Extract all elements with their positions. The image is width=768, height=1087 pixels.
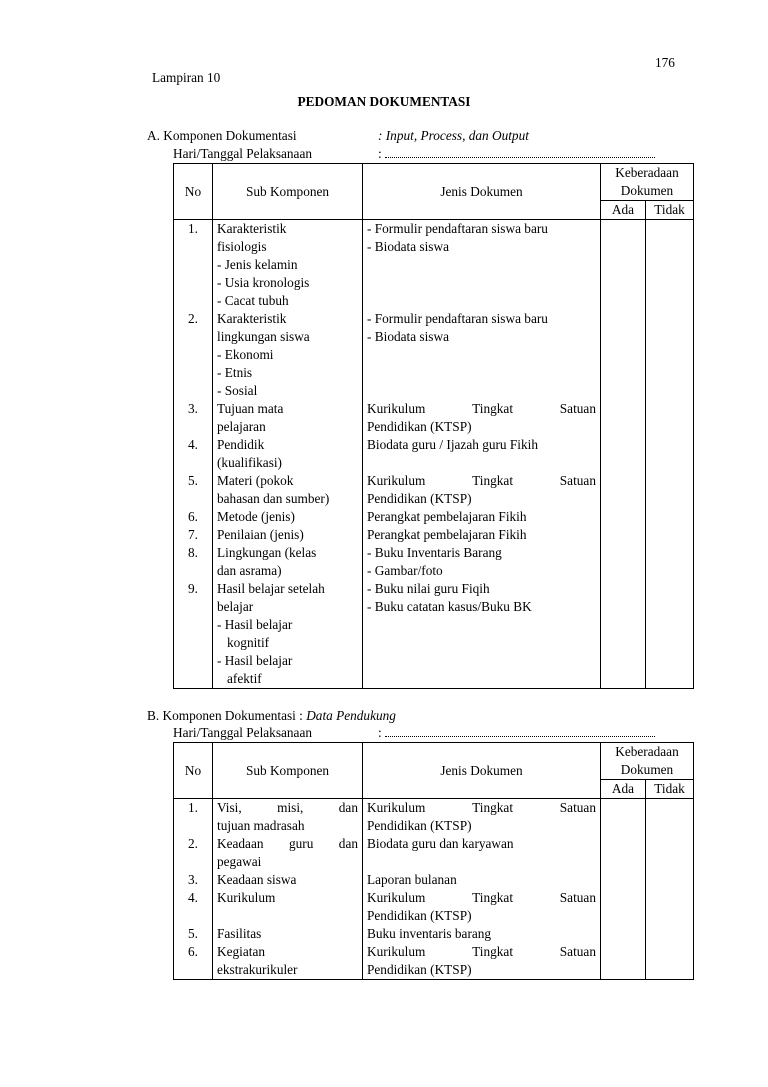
cell-no: 6. bbox=[174, 508, 213, 526]
cell-sub-komponen bbox=[213, 472, 363, 508]
cell-jenis-dokumen bbox=[363, 889, 601, 925]
cell-sub-komponen bbox=[213, 925, 363, 943]
table-row bbox=[174, 871, 694, 889]
sub-komponen-line: - Usia kronologis bbox=[217, 275, 310, 290]
jenis-dokumen-line: Pendidikan (KTSP) bbox=[367, 419, 472, 434]
table-row bbox=[174, 799, 694, 836]
header-jenis-dokumen: Jenis Dokumen bbox=[363, 164, 601, 220]
cell-sub-komponen bbox=[213, 310, 363, 400]
cell-tidak-checkbox[interactable] bbox=[646, 925, 694, 943]
jenis-dokumen-line: - Biodata siswa bbox=[367, 239, 449, 254]
cell-sub-komponen bbox=[213, 400, 363, 436]
jenis-dokumen-line: - Buku catatan kasus/Buku BK bbox=[367, 599, 532, 614]
jenis-dokumen-line: Biodata guru / Ijazah guru Fikih bbox=[367, 437, 538, 452]
cell-no: 2. bbox=[174, 835, 213, 871]
cell-tidak-checkbox[interactable] bbox=[646, 436, 694, 472]
header-tidak: Tidak bbox=[646, 201, 694, 220]
lampiran-label: Lampiran 10 bbox=[152, 70, 221, 85]
cell-no: 5. bbox=[174, 472, 213, 508]
cell-sub-komponen bbox=[213, 508, 363, 526]
jenis-dokumen-line: Kurikulum Tingkat Satuan bbox=[367, 944, 596, 959]
table-row bbox=[174, 472, 694, 508]
table-row bbox=[174, 925, 694, 943]
cell-jenis-dokumen bbox=[363, 310, 601, 400]
cell-ada-checkbox[interactable] bbox=[601, 799, 646, 836]
cell-no: 4. bbox=[174, 889, 213, 925]
sub-komponen-line: Pendidik bbox=[217, 437, 265, 452]
sub-komponen-line: Karakteristik bbox=[217, 311, 287, 326]
jenis-dokumen-line: - Gambar/foto bbox=[367, 563, 443, 578]
sub-komponen-line: bahasan dan sumber) bbox=[217, 491, 330, 506]
cell-jenis-dokumen bbox=[363, 871, 601, 889]
header-sub-komponen: Sub Komponen bbox=[213, 164, 363, 220]
cell-ada-checkbox[interactable] bbox=[601, 220, 646, 311]
cell-no: 4. bbox=[174, 436, 213, 472]
header-sub-komponen: Sub Komponen bbox=[213, 743, 363, 799]
cell-jenis-dokumen bbox=[363, 943, 601, 980]
table-row bbox=[174, 436, 694, 472]
cell-no: 6. bbox=[174, 943, 213, 980]
page-title: PEDOMAN DOKUMENTASI bbox=[297, 94, 471, 109]
sub-komponen-line: belajar bbox=[217, 599, 254, 614]
header-no: No bbox=[174, 164, 213, 220]
jenis-dokumen-line: Kurikulum Tingkat Satuan bbox=[367, 473, 596, 488]
sub-komponen-line: kognitif bbox=[227, 635, 270, 650]
cell-no: 1. bbox=[174, 799, 213, 836]
jenis-dokumen-line: Kurikulum Tingkat Satuan bbox=[367, 890, 596, 905]
cell-ada-checkbox[interactable] bbox=[601, 436, 646, 472]
sub-komponen-line: Visi, misi, dan bbox=[217, 800, 358, 815]
sub-komponen-line: Kurikulum bbox=[217, 890, 276, 905]
table-row bbox=[174, 310, 694, 400]
table-row bbox=[174, 943, 694, 980]
cell-sub-komponen bbox=[213, 943, 363, 980]
cell-sub-komponen bbox=[213, 799, 363, 836]
sub-komponen-line: Karakteristik bbox=[217, 221, 287, 236]
cell-ada-checkbox[interactable] bbox=[601, 508, 646, 526]
section-b-date-label: Hari/Tanggal Pelaksanaan bbox=[173, 725, 313, 740]
table-row bbox=[174, 889, 694, 925]
cell-tidak-checkbox[interactable] bbox=[646, 220, 694, 311]
jenis-dokumen-line: Pendidikan (KTSP) bbox=[367, 908, 472, 923]
jenis-dokumen-line: Perangkat pembelajaran Fikih bbox=[367, 509, 527, 524]
cell-sub-komponen bbox=[213, 436, 363, 472]
cell-ada-checkbox[interactable] bbox=[601, 580, 646, 689]
section-a-date-label: Hari/Tanggal Pelaksanaan bbox=[173, 146, 313, 161]
jenis-dokumen-line: - Formulir pendaftaran siswa baru bbox=[367, 311, 548, 326]
cell-tidak-checkbox[interactable] bbox=[646, 310, 694, 400]
sub-komponen-line: - Etnis bbox=[217, 365, 253, 380]
cell-ada-checkbox[interactable] bbox=[601, 400, 646, 436]
jenis-dokumen-line: Perangkat pembelajaran Fikih bbox=[367, 527, 527, 542]
table-a bbox=[173, 163, 694, 689]
sub-komponen-line: Tujuan mata bbox=[217, 401, 284, 416]
cell-sub-komponen bbox=[213, 871, 363, 889]
cell-jenis-dokumen bbox=[363, 400, 601, 436]
jenis-dokumen-line: Pendidikan (KTSP) bbox=[367, 962, 472, 977]
table-row bbox=[174, 580, 694, 689]
cell-tidak-checkbox[interactable] bbox=[646, 943, 694, 980]
jenis-dokumen-line: Kurikulum Tingkat Satuan bbox=[367, 401, 596, 416]
header-keberadaan: Keberadaan Dokumen bbox=[601, 743, 694, 780]
cell-jenis-dokumen bbox=[363, 526, 601, 544]
sub-komponen-line: dan asrama) bbox=[217, 563, 282, 578]
cell-jenis-dokumen bbox=[363, 580, 601, 689]
header-tidak: Tidak bbox=[646, 780, 694, 799]
header-jenis-dokumen: Jenis Dokumen bbox=[363, 743, 601, 799]
jenis-dokumen-line: Pendidikan (KTSP) bbox=[367, 491, 472, 506]
sub-komponen-line: Kegiatan bbox=[217, 944, 265, 959]
section-a-value: : Input, Process, dan Output bbox=[378, 128, 529, 143]
cell-jenis-dokumen bbox=[363, 508, 601, 526]
sub-komponen-line: tujuan madrasah bbox=[217, 818, 305, 833]
cell-ada-checkbox[interactable] bbox=[601, 871, 646, 889]
jenis-dokumen-line: - Formulir pendaftaran siswa baru bbox=[367, 221, 548, 236]
header-ada: Ada bbox=[601, 780, 646, 799]
table-b bbox=[173, 742, 694, 980]
cell-no: 1. bbox=[174, 220, 213, 311]
section-a-date-field: : bbox=[378, 145, 655, 163]
cell-ada-checkbox[interactable] bbox=[601, 544, 646, 580]
cell-tidak-checkbox[interactable] bbox=[646, 526, 694, 544]
sub-komponen-line: lingkungan siswa bbox=[217, 329, 310, 344]
section-b-date-field: : bbox=[378, 724, 655, 742]
sub-komponen-line: Keadaan siswa bbox=[217, 872, 297, 887]
cell-tidak-checkbox[interactable] bbox=[646, 472, 694, 508]
cell-jenis-dokumen bbox=[363, 472, 601, 508]
cell-tidak-checkbox[interactable] bbox=[646, 544, 694, 580]
sub-komponen-line: pegawai bbox=[217, 854, 262, 869]
cell-no: 7. bbox=[174, 526, 213, 544]
cell-ada-checkbox[interactable] bbox=[601, 943, 646, 980]
cell-tidak-checkbox[interactable] bbox=[646, 799, 694, 836]
cell-sub-komponen bbox=[213, 889, 363, 925]
sub-komponen-line: afektif bbox=[227, 671, 262, 686]
table-row bbox=[174, 526, 694, 544]
section-b-label: B. Komponen Dokumentasi : Data Pendukung bbox=[147, 708, 396, 723]
jenis-dokumen-line: Laporan bulanan bbox=[367, 872, 457, 887]
cell-tidak-checkbox[interactable] bbox=[646, 889, 694, 925]
sub-komponen-line: Keadaan guru dan bbox=[217, 836, 358, 851]
cell-no: 9. bbox=[174, 580, 213, 689]
sub-komponen-line: Materi (pokok bbox=[217, 473, 294, 488]
cell-ada-checkbox[interactable] bbox=[601, 310, 646, 400]
jenis-dokumen-line: Biodata guru dan karyawan bbox=[367, 836, 514, 851]
cell-tidak-checkbox[interactable] bbox=[646, 835, 694, 871]
cell-jenis-dokumen bbox=[363, 220, 601, 311]
jenis-dokumen-line: Pendidikan (KTSP) bbox=[367, 818, 472, 833]
section-a-label: A. Komponen Dokumentasi bbox=[147, 128, 297, 143]
sub-komponen-line: (kualifikasi) bbox=[217, 455, 282, 470]
cell-ada-checkbox[interactable] bbox=[601, 925, 646, 943]
jenis-dokumen-line: - Buku nilai guru Fiqih bbox=[367, 581, 490, 596]
cell-sub-komponen bbox=[213, 544, 363, 580]
sub-komponen-line: Hasil belajar setelah bbox=[217, 581, 325, 596]
cell-ada-checkbox[interactable] bbox=[601, 526, 646, 544]
cell-no: 2. bbox=[174, 310, 213, 400]
cell-no: 8. bbox=[174, 544, 213, 580]
header-keberadaan: Keberadaan Dokumen bbox=[601, 164, 694, 201]
header-no: No bbox=[174, 743, 213, 799]
cell-no: 3. bbox=[174, 871, 213, 889]
sub-komponen-line: fisiologis bbox=[217, 239, 267, 254]
jenis-dokumen-line: - Biodata siswa bbox=[367, 329, 449, 344]
sub-komponen-line: pelajaran bbox=[217, 419, 266, 434]
cell-jenis-dokumen bbox=[363, 436, 601, 472]
table-row bbox=[174, 400, 694, 436]
table-row bbox=[174, 220, 694, 311]
jenis-dokumen-line: Buku inventaris barang bbox=[367, 926, 492, 941]
cell-jenis-dokumen bbox=[363, 835, 601, 871]
cell-sub-komponen bbox=[213, 835, 363, 871]
sub-komponen-line: - Sosial bbox=[217, 383, 258, 398]
sub-komponen-line: - Cacat tubuh bbox=[217, 293, 289, 308]
jenis-dokumen-line: - Buku Inventaris Barang bbox=[367, 545, 502, 560]
sub-komponen-line: Metode (jenis) bbox=[217, 509, 295, 524]
cell-no: 3. bbox=[174, 400, 213, 436]
sub-komponen-line: - Hasil belajar bbox=[217, 617, 293, 632]
table-row bbox=[174, 544, 694, 580]
sub-komponen-line: - Jenis kelamin bbox=[217, 257, 298, 272]
cell-tidak-checkbox[interactable] bbox=[646, 508, 694, 526]
sub-komponen-line: Fasilitas bbox=[217, 926, 262, 941]
cell-tidak-checkbox[interactable] bbox=[646, 400, 694, 436]
cell-no: 5. bbox=[174, 925, 213, 943]
sub-komponen-line: - Hasil belajar bbox=[217, 653, 293, 668]
page-number: 176 bbox=[655, 55, 675, 70]
cell-jenis-dokumen bbox=[363, 925, 601, 943]
cell-ada-checkbox[interactable] bbox=[601, 889, 646, 925]
sub-komponen-line: ekstrakurikuler bbox=[217, 962, 298, 977]
sub-komponen-line: Penilaian (jenis) bbox=[217, 527, 304, 542]
jenis-dokumen-line: Kurikulum Tingkat Satuan bbox=[367, 800, 596, 815]
cell-ada-checkbox[interactable] bbox=[601, 835, 646, 871]
table-row bbox=[174, 508, 694, 526]
cell-sub-komponen bbox=[213, 220, 363, 311]
cell-jenis-dokumen bbox=[363, 799, 601, 836]
cell-tidak-checkbox[interactable] bbox=[646, 580, 694, 689]
sub-komponen-line: Lingkungan (kelas bbox=[217, 545, 317, 560]
sub-komponen-line: - Ekonomi bbox=[217, 347, 274, 362]
cell-sub-komponen bbox=[213, 580, 363, 689]
header-ada: Ada bbox=[601, 201, 646, 220]
cell-ada-checkbox[interactable] bbox=[601, 472, 646, 508]
cell-jenis-dokumen bbox=[363, 544, 601, 580]
table-row bbox=[174, 835, 694, 871]
cell-tidak-checkbox[interactable] bbox=[646, 871, 694, 889]
cell-sub-komponen bbox=[213, 526, 363, 544]
